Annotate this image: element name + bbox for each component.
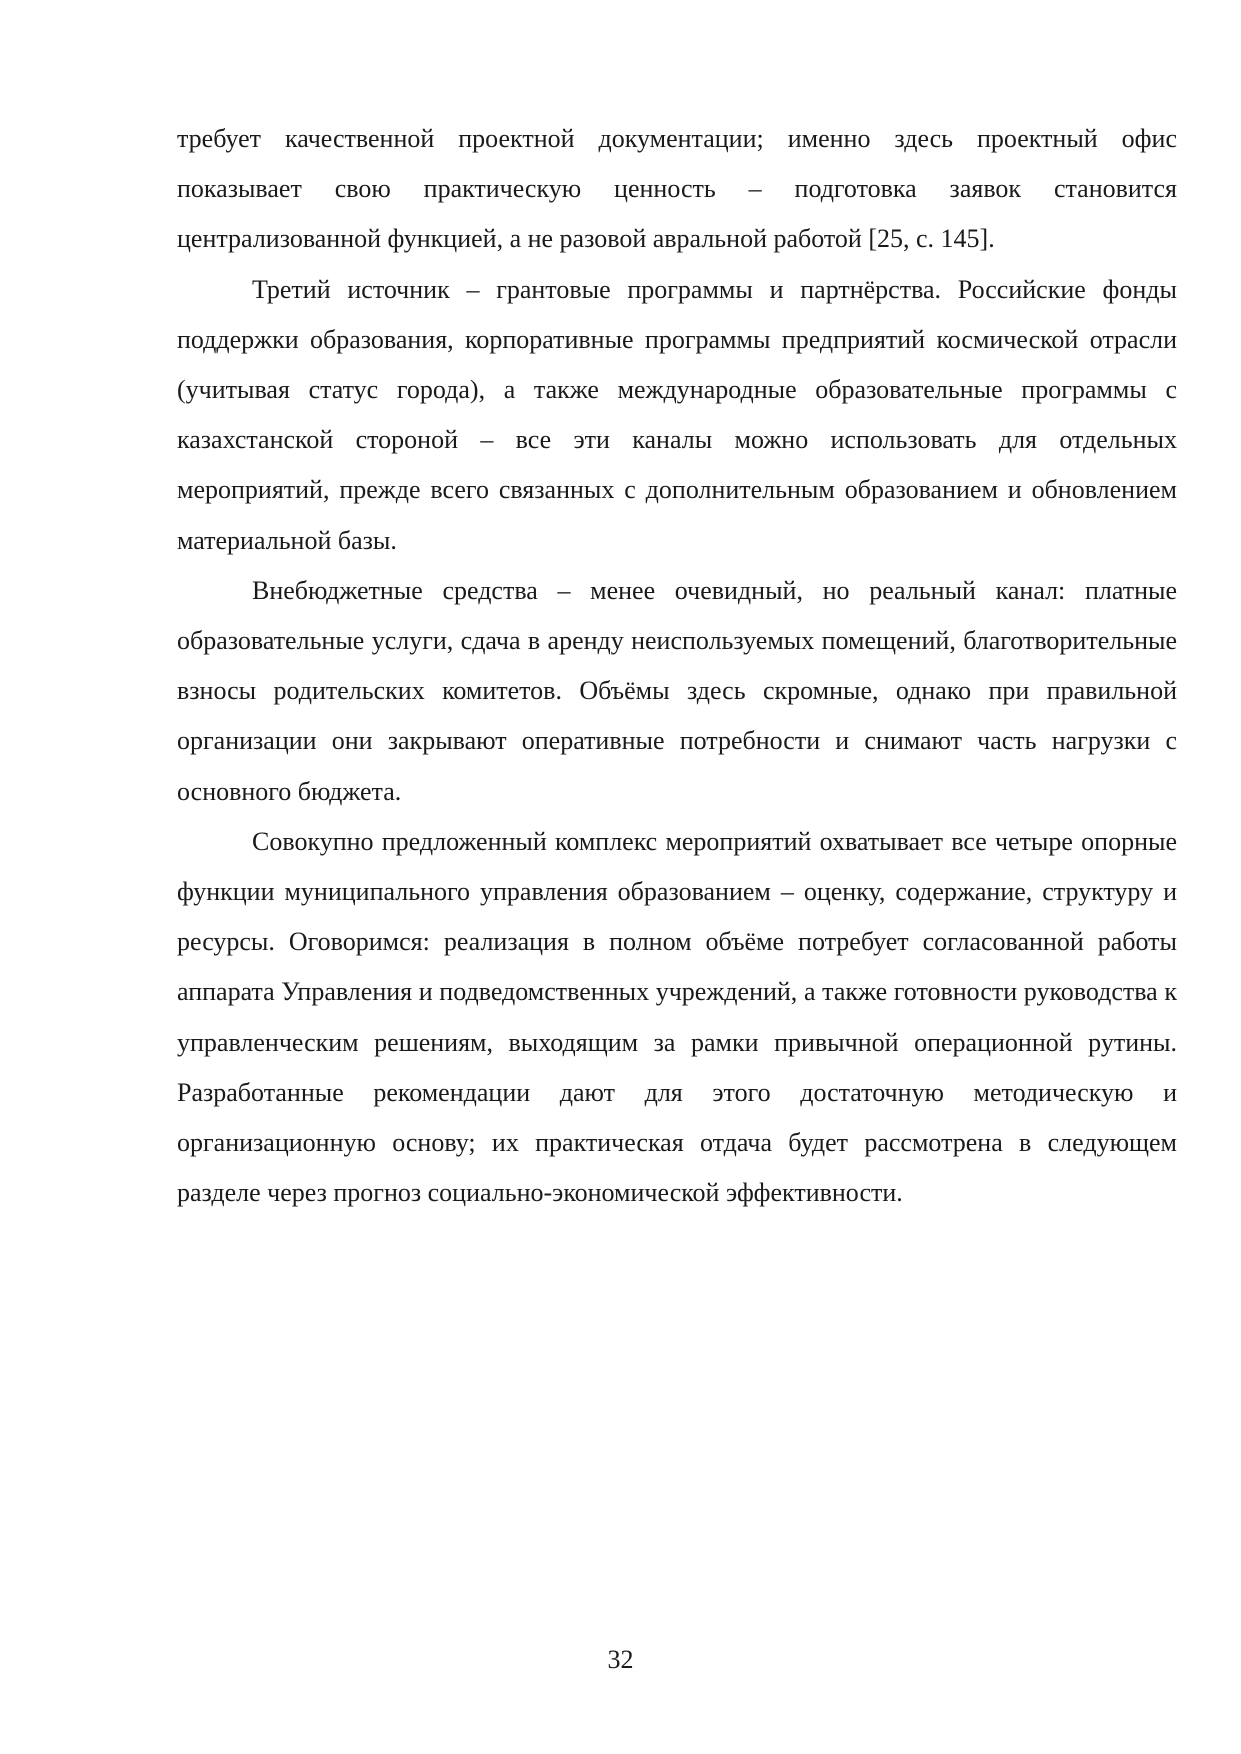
paragraph-1: требует качественной проектной документации; именно здесь проектный офис показывает свою практическую ценность – подготовка заявок становится централизованной функцией, а не разовой авральной работой [25, с. 145]. [177, 124, 1177, 254]
page-number: 32 [607, 1645, 634, 1674]
paragraph-4: Совокупно предложенный комплекс мероприятий охватывает все четыре опорные функции муниципального управления образованием – оценку, содержание, структуру и ресурсы. Оговоримся: реализация в полном объёме потребует согласованной работы аппарата Управления и подведомственных учреждений, а также готовности руководства к управленческим решениям, выходящим за рамки привычной операционной рутины. Разработанные рекомендации дают для этого достаточную методическую и организационную основу; их практическая отдача будет рассмотрена в следующем разделе через прогноз социально-экономической эффективности. [177, 826, 1177, 1208]
paragraph-2: Третий источник – грантовые программы и партнёрства. Российские фонды поддержки образования, корпоративные программы предприятий космической отрасли (учитывая статус города), а также международные образовательные программы с казахстанской стороной – все эти каналы можно использовать для отдельных мероприятий, прежде всего связанных с дополнительным образованием и обновлением материальной базы. [177, 274, 1177, 555]
paragraph-3: Внебюджетные средства – менее очевидный, но реальный канал: платные образовательные услуги, сдача в аренду неиспользуемых помещений, благотворительные взносы родительских комитетов. Объёмы здесь скромные, однако при правильной организации они закрывают оперативные потребности и снимают часть нагрузки с основного бюджета. [177, 575, 1177, 806]
body-text [177, 114, 1177, 1218]
